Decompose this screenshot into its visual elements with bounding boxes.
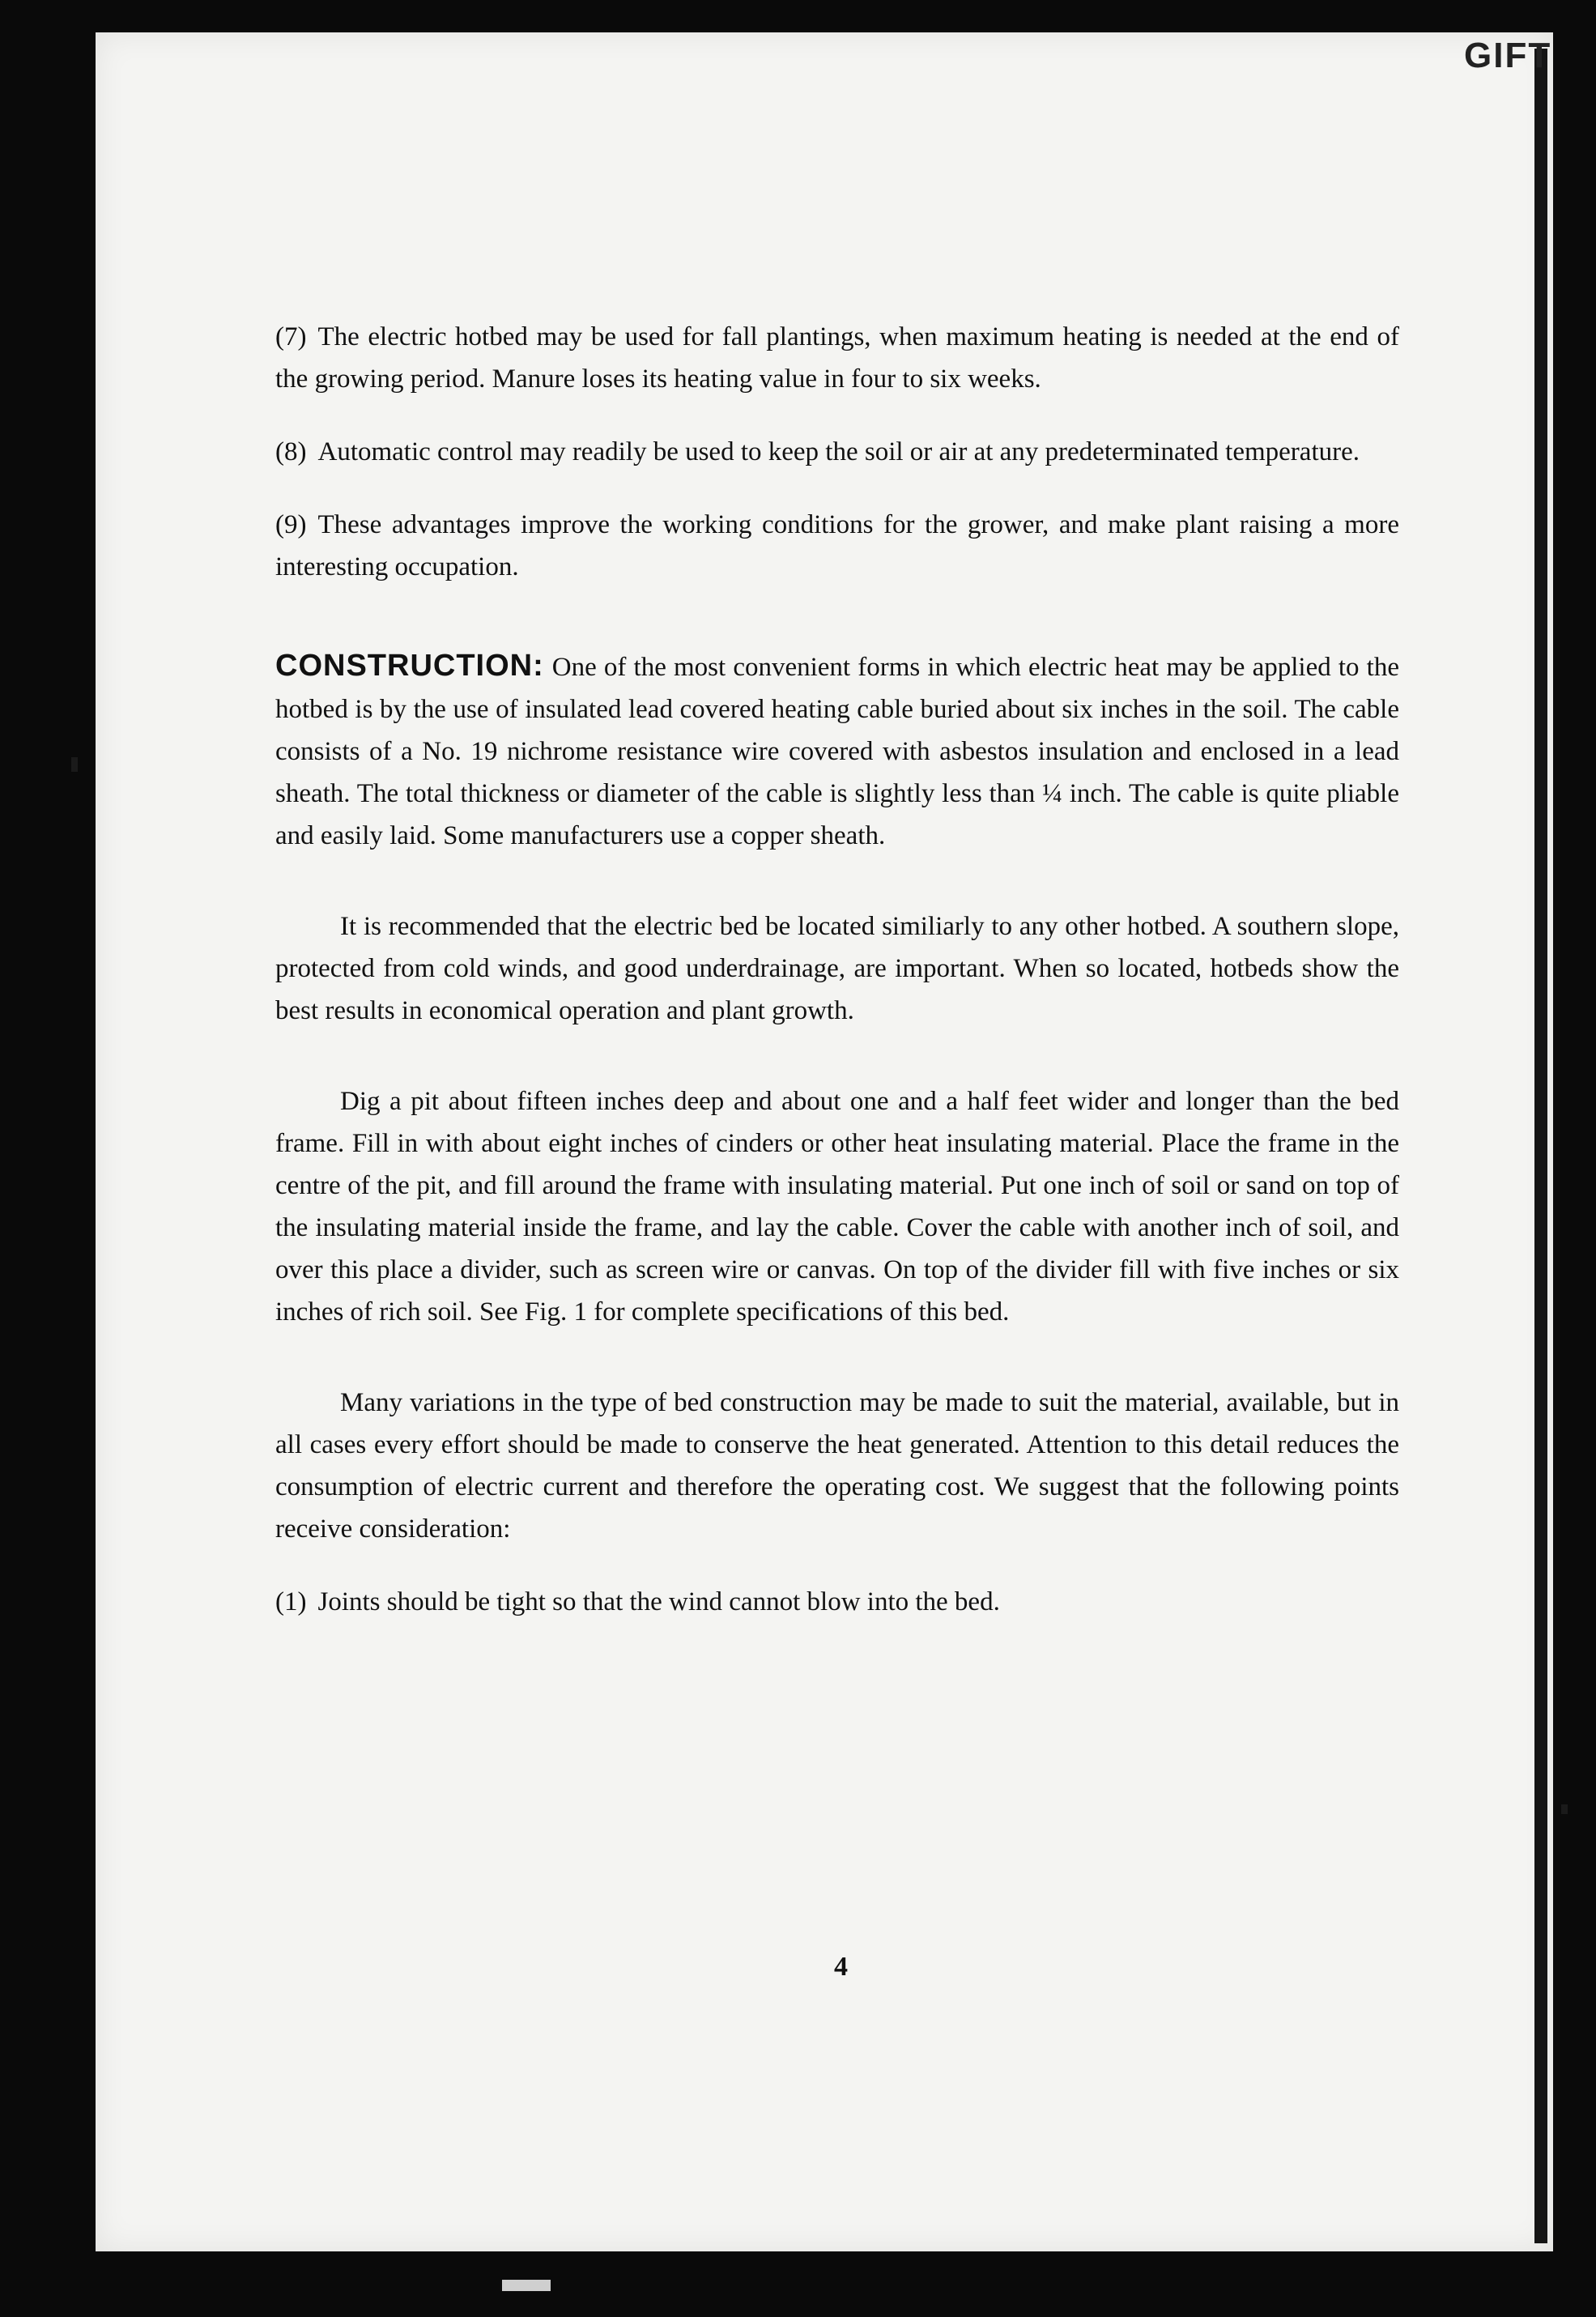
variations-paragraph: Many variations in the type of bed construction may be made to suit the material, available, but in all cases every effort should be made to conserve the heat generated. Attention to this detail reduces the consumption of electric current and therefore the operating cost. We suggest that the following points receive consideration: (275, 1388, 1399, 1544)
point-1 (275, 1581, 1399, 1623)
paragraph-text: Joints should be tight so that the wind cannot blow into the bed. (317, 1587, 1000, 1616)
document-body (275, 316, 1399, 1623)
paragraph-number: (1) (275, 1587, 307, 1616)
paragraph-number: (8) (275, 437, 307, 466)
dig-paragraph: Dig a pit about fifteen inches deep and about one and a half feet wider and longer than the bed frame. Fill in with about eight inches of cinders or other heat insulating material. Place the frame in the centre of the pit, and fill around the frame with insulating material. Put one inch of soil or sand on top of the insulating material inside the frame, and lay the cable. Cover the cable with another inch of soil, and over this place a divider, such as screen wire or canvas. On top of the divider fill with five inches or six inches of rich soil. See Fig. 1 for complete specifications of this bed. (275, 1087, 1399, 1327)
paragraph-text: The electric hotbed may be used for fall plantings, when maximum heating is needed at the end of the growing period. Manure loses its heating value in four to six weeks. (275, 322, 1399, 394)
paragraph-9 (275, 504, 1399, 588)
paragraph-number: (9) (275, 510, 307, 539)
scan-speck (502, 2280, 551, 2291)
scan-speck (71, 757, 78, 772)
paragraph-text: These advantages improve the working conditions for the grower, and make plant raising a more interesting occupation. (275, 510, 1399, 581)
paragraph-text: Automatic control may readily be used to keep the soil or air at any predeterminated temperature. (317, 437, 1360, 466)
scan-speck (1561, 1804, 1568, 1814)
gift-stamp: GIFT (1464, 36, 1552, 75)
paragraph-8 (275, 431, 1399, 473)
section-heading: CONSTRUCTION: (275, 649, 544, 683)
construction-paragraph (275, 645, 1399, 857)
page-number: 4 (834, 1952, 848, 1982)
paragraph-text: One of the most convenient forms in which electric heat may be applied to the hotbed is by the use of insulated lead covered heating cable buried about six inches in the soil. The cable consists of a No. 19 nichrome resistance wire covered with asbestos insulation and enclosed in a lead sheath. The total thickness or diameter of the cable is slightly less than ¼ inch. The cable is quite pliable and easily laid. Some manufacturers use a copper sheath. (275, 653, 1399, 850)
page-edge-shadow (1534, 49, 1547, 2243)
location-paragraph: It is recommended that the electric bed be located similiarly to any other hotbed. A southern slope, protected from cold winds, and good underdrainage, are important. When so located, hotbeds show the best results in economical operation and plant growth. (275, 912, 1399, 1025)
paragraph-7 (275, 316, 1399, 400)
paragraph-number: (7) (275, 322, 307, 351)
